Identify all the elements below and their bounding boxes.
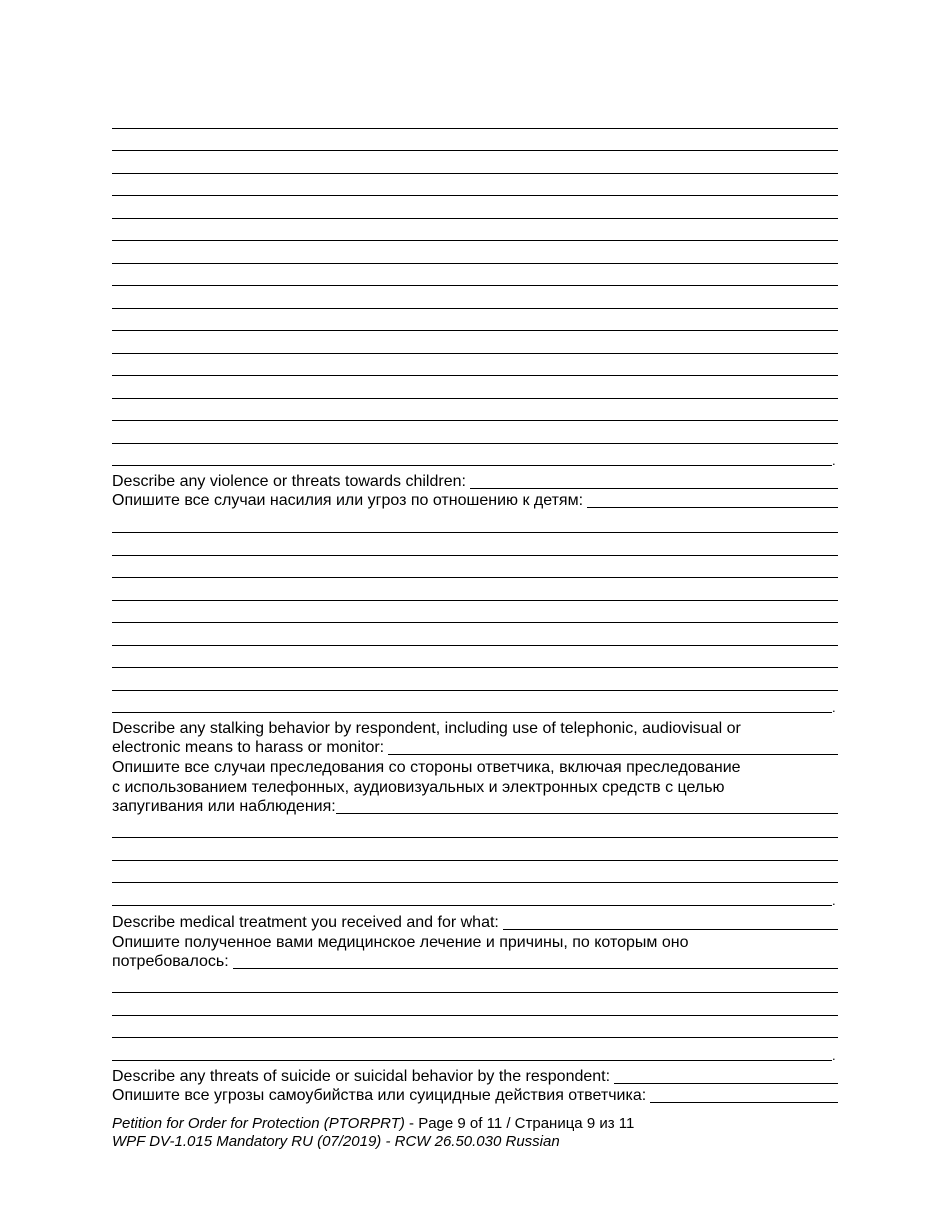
footer-page-info: - Page 9 of 11 / Страница 9 из 11: [404, 1115, 635, 1132]
footer-form-title: Petition for Order for Protection (PTORPRT): [112, 1115, 405, 1132]
writing-line[interactable]: [112, 420, 838, 421]
line-end-mark: .: [832, 893, 836, 908]
footer-title-line: [112, 1115, 634, 1133]
stalking-question-en-2: [112, 738, 838, 758]
stalking-answer-field[interactable]: [388, 753, 838, 755]
children-question-ru: [112, 491, 838, 511]
children-label-en: Describe any violence or threats towards children:: [112, 473, 466, 490]
stalking-question-en-1: [112, 719, 838, 739]
form-page: [112, 0, 838, 1230]
writing-line[interactable]: [112, 398, 838, 399]
stalking-question-ru-2: [112, 778, 838, 798]
writing-line[interactable]: [112, 308, 838, 309]
writing-line[interactable]: [112, 577, 838, 578]
line-end-mark: .: [832, 700, 836, 715]
children-question-en: [112, 472, 838, 492]
footer-form-code: WPF DV-1.015 Mandatory RU (07/2019) - RCW 26.50.030 Russian: [112, 1133, 560, 1150]
writing-line[interactable]: [112, 600, 838, 601]
children-answer-field-ru[interactable]: [587, 506, 838, 508]
writing-line[interactable]: [112, 860, 838, 861]
writing-line[interactable]: [112, 128, 838, 129]
writing-line[interactable]: [112, 285, 838, 286]
writing-line[interactable]: [112, 555, 838, 556]
line-end-mark: .: [832, 1048, 836, 1063]
writing-line[interactable]: [112, 173, 838, 174]
line-end-mark: .: [832, 453, 836, 468]
medical-answer-field[interactable]: [503, 928, 838, 930]
writing-line[interactable]: [112, 218, 838, 219]
writing-line[interactable]: [112, 1015, 838, 1016]
suicide-answer-field[interactable]: [614, 1082, 838, 1084]
writing-line[interactable]: [112, 263, 838, 264]
medical-label-ru-2: потребовалось:: [112, 953, 229, 970]
writing-line[interactable]: [112, 690, 838, 691]
writing-line[interactable]: [112, 240, 838, 241]
writing-line[interactable]: [112, 443, 838, 444]
writing-line[interactable]: [112, 353, 838, 354]
stalking-question-ru-3: [112, 797, 838, 817]
stalking-answer-field-ru[interactable]: [336, 812, 838, 814]
writing-line[interactable]: [112, 1060, 832, 1061]
writing-line[interactable]: [112, 195, 838, 196]
writing-line[interactable]: [112, 882, 838, 883]
medical-question-ru-2: [112, 952, 838, 972]
writing-line[interactable]: [112, 712, 832, 713]
stalking-label-en-1: Describe any stalking behavior by respondent, including use of telephonic, audiovisual or: [112, 720, 741, 737]
stalking-label-en-2: electronic means to harass or monitor:: [112, 739, 385, 756]
writing-line[interactable]: [112, 375, 838, 376]
suicide-question-ru: [112, 1086, 838, 1106]
stalking-label-ru-2: с использованием телефонных, аудиовизуальных и электронных средств с целью: [112, 779, 725, 796]
writing-line[interactable]: [112, 532, 838, 533]
writing-line[interactable]: [112, 837, 838, 838]
suicide-answer-field-ru[interactable]: [650, 1101, 838, 1103]
writing-line[interactable]: [112, 622, 838, 623]
medical-label-ru-1: Опишите полученное вами медицинское лечение и причины, по которым оно: [112, 934, 689, 951]
suicide-label-en: Describe any threats of suicide or suicidal behavior by the respondent:: [112, 1068, 611, 1085]
stalking-label-ru-3: запугивания или наблюдения:: [112, 798, 336, 815]
stalking-question-ru-1: [112, 758, 838, 778]
children-label-ru: Опишите все случаи насилия или угроз по отношению к детям:: [112, 492, 584, 509]
children-answer-field[interactable]: [470, 487, 838, 489]
writing-line[interactable]: [112, 1037, 838, 1038]
medical-question-en: [112, 913, 838, 933]
writing-line[interactable]: [112, 905, 832, 906]
medical-label-en: Describe medical treatment you received and for what:: [112, 914, 499, 931]
medical-question-ru-1: [112, 933, 838, 953]
suicide-question-en: [112, 1067, 838, 1087]
writing-line[interactable]: [112, 992, 838, 993]
writing-line[interactable]: [112, 667, 838, 668]
medical-answer-field-ru[interactable]: [233, 967, 838, 969]
footer-form-code-line: [112, 1133, 560, 1151]
writing-line[interactable]: [112, 465, 832, 466]
writing-line[interactable]: [112, 645, 838, 646]
writing-line[interactable]: [112, 150, 838, 151]
writing-line[interactable]: [112, 330, 838, 331]
suicide-label-ru: Опишите все угрозы самоубийства или суицидные действия ответчика:: [112, 1087, 647, 1104]
stalking-label-ru-1: Опишите все случаи преследования со стороны ответчика, включая преследование: [112, 759, 741, 776]
